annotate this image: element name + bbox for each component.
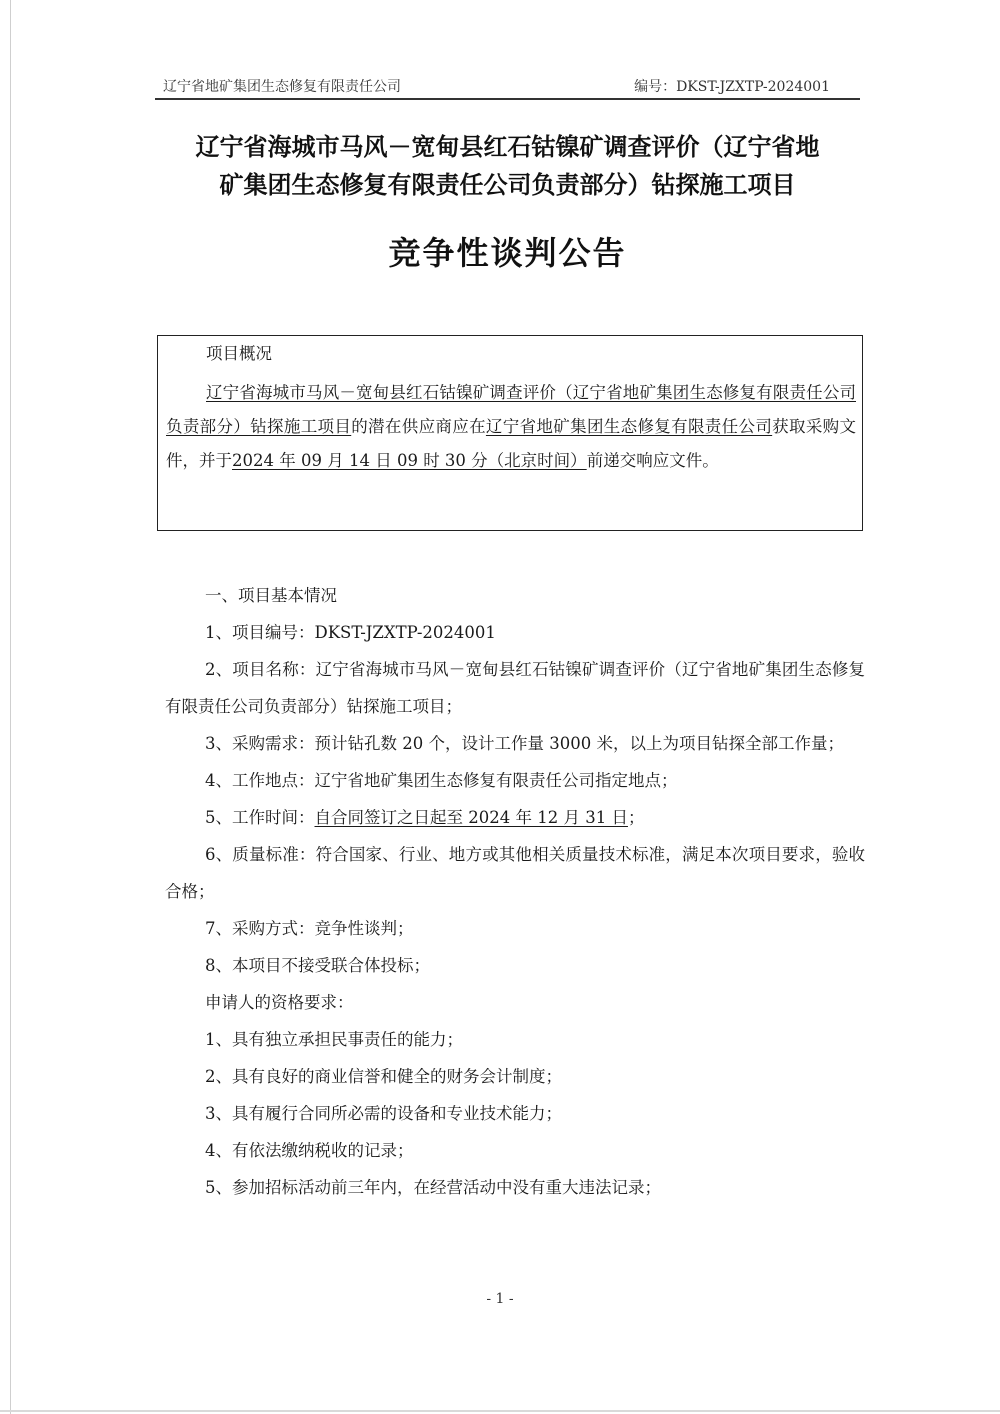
- item-no-consortium: 8、本项目不接受联合体投标；: [205, 956, 430, 975]
- item-project-name: 2、项目名称：辽宁省海城市马风－宽甸县红石钴镍矿调查评价（辽宁省地矿集团生态修复有限责任公司负责部分）钻探施工项目；: [165, 660, 865, 716]
- overview-project-name: 辽宁省海城市马风－宽甸县红石钴镍矿调查评价（辽宁省地矿集团生态修复有限责任公司负责部分）钻探施工项目: [166, 383, 856, 436]
- scan-left-edge: [10, 0, 11, 1414]
- qualification-4: 4、有依法缴纳税收的记录；: [205, 1141, 414, 1160]
- qualification-heading: 申请人的资格要求：: [205, 993, 354, 1012]
- item-work-time: [165, 799, 865, 836]
- qualification-1: 1、具有独立承担民事责任的能力；: [205, 1030, 463, 1049]
- item-procurement-method: 7、采购方式：竞争性谈判；: [205, 919, 414, 938]
- qualification-3: 3、具有履行合同所必需的设备和专业技术能力；: [205, 1104, 562, 1123]
- item-project-code: 1、项目编号：DKST-JZXTP-2024001: [205, 623, 496, 642]
- page-header: [155, 76, 860, 98]
- qualification-2: 2、具有良好的商业信誉和健全的财务会计制度；: [205, 1067, 562, 1086]
- header-document-code: 编号：DKST-JZXTP-2024001: [634, 79, 830, 95]
- title-line-1: 辽宁省海城市马风－宽甸县红石钴镍矿调查评价（辽宁省地: [195, 133, 820, 161]
- section-heading-basic: 一、项目基本情况: [205, 586, 337, 605]
- project-overview-box: [157, 335, 863, 531]
- overview-text-1: 的潜在供应商应在: [351, 417, 486, 436]
- scan-bottom-edge: [0, 1410, 1000, 1412]
- document-title: [150, 128, 865, 204]
- overview-heading: 项目概况: [206, 344, 272, 363]
- header-company: 辽宁省地矿集团生态修复有限责任公司: [163, 79, 401, 95]
- overview-text: [166, 376, 856, 478]
- qualification-5: 5、参加招标活动前三年内，在经营活动中没有重大违法记录；: [205, 1178, 661, 1197]
- item-work-time-suffix: ；: [627, 808, 645, 827]
- item-work-location: 4、工作地点：辽宁省地矿集团生态修复有限责任公司指定地点；: [205, 771, 678, 790]
- item-work-time-prefix: 5、工作时间：: [205, 808, 315, 827]
- overview-text-2: 获取采购文件，并于: [166, 417, 857, 470]
- overview-location: 辽宁省地矿集团生态修复有限责任公司: [485, 417, 773, 436]
- item-procurement-need: 3、采购需求：预计钻孔数 20 个，设计工作量 3000 米，以上为项目钻探全部工作量；: [205, 734, 844, 753]
- overview-text-3: 前递交响应文件。: [586, 451, 719, 470]
- document-body: [165, 577, 865, 1206]
- page-number: - 1 -: [486, 1291, 514, 1307]
- item-quality-standard: 6、质量标准：符合国家、行业、地方或其他相关质量技术标准，满足本次项目要求，验收合格；: [165, 845, 865, 901]
- header-rule: [155, 98, 860, 100]
- item-work-time-value: 自合同签订之日起至 2024 年 12 月 31 日: [314, 808, 628, 827]
- announcement-title: 竞争性谈判公告: [388, 234, 627, 272]
- title-line-2: 矿集团生态修复有限责任公司负责部分）钻探施工项目: [219, 171, 796, 199]
- overview-deadline: 2024 年 09 月 14 日 09 时 30 分（北京时间）: [232, 451, 587, 470]
